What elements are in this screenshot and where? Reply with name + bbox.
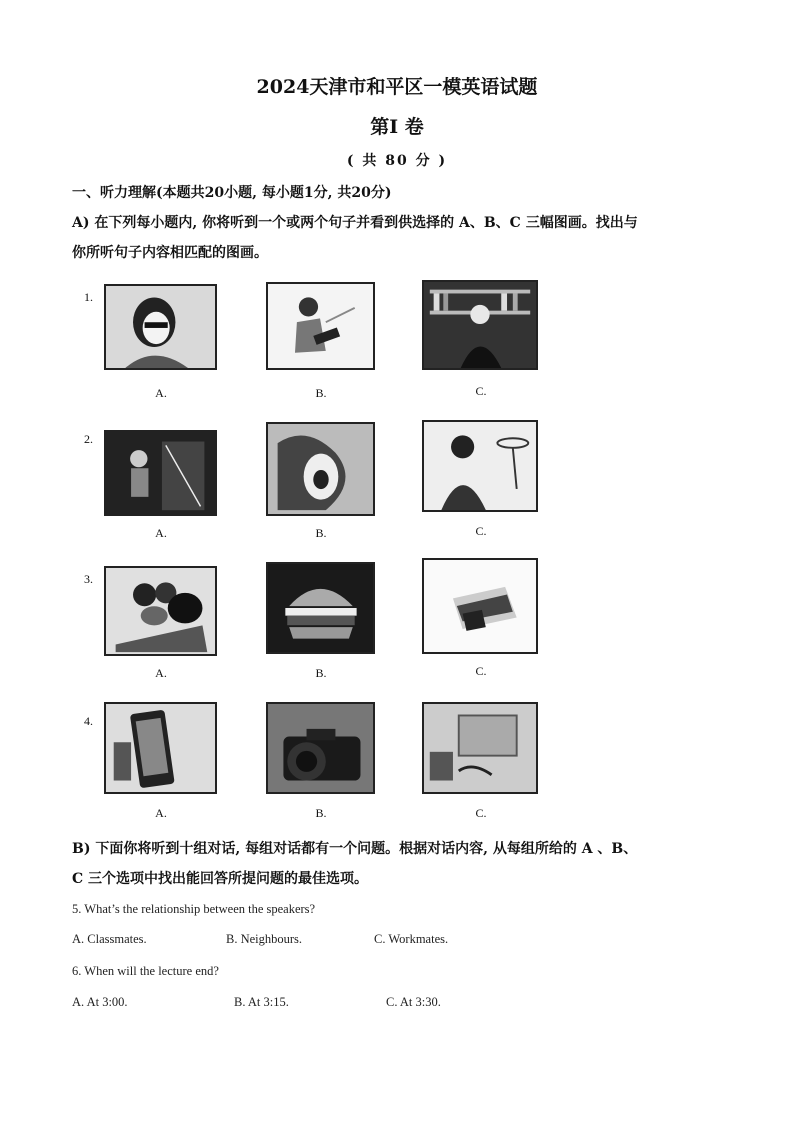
person-guitar-photo[interactable] bbox=[266, 422, 375, 516]
part-a-instruction-line1: A) 在下列每小题内, 你将听到一个或两个句子并看到供选择的 A、B、C 三幅图画。找出与 bbox=[72, 215, 638, 231]
girl-piano-photo[interactable] bbox=[104, 430, 217, 516]
smartphone-photo[interactable] bbox=[104, 702, 217, 794]
question-number: 2. bbox=[84, 432, 93, 446]
laptop-photo[interactable] bbox=[422, 702, 538, 794]
option-label-b: B. bbox=[315, 386, 327, 400]
option-label-c: C. bbox=[475, 806, 487, 820]
question-number: 4. bbox=[84, 714, 93, 728]
question-6-option-a[interactable]: A. At 3:00. bbox=[72, 995, 128, 1009]
question-6-option-b[interactable]: B. At 3:15. bbox=[234, 995, 289, 1009]
question-number: 1. bbox=[84, 290, 93, 304]
part-a-instruction-line2: 你所听句子内容相匹配的图画。 bbox=[72, 245, 268, 261]
exam-title: 2024天津市和平区一模英语试题 bbox=[256, 76, 538, 98]
total-score: ( 共 80 分 ) bbox=[346, 153, 448, 169]
part-b-instruction-line2: C 三个选项中找出能回答所提问题的最佳选项。 bbox=[72, 871, 369, 887]
section-heading-listening: 一、听力理解(本题共20小题, 每小题1分, 共20分) bbox=[72, 185, 392, 201]
question-5-option-c[interactable]: C. Workmates. bbox=[374, 932, 449, 946]
option-label-b: B. bbox=[315, 526, 327, 540]
question-6-option-c[interactable]: C. At 3:30. bbox=[386, 995, 441, 1009]
hamburger-photo[interactable] bbox=[266, 562, 375, 654]
question-number: 3. bbox=[84, 572, 93, 586]
option-label-a: A. bbox=[155, 386, 167, 400]
woman-reading-photo[interactable] bbox=[266, 282, 375, 370]
option-label-c: C. bbox=[475, 384, 487, 398]
volume-label: 第I 卷 bbox=[370, 116, 424, 138]
part-b-instruction-line1: B) 下面你将听到十组对话, 每组对话都有一个问题。根据对话内容, 从每组所给的 A 、B、 bbox=[72, 841, 638, 857]
option-label-b: B. bbox=[315, 666, 327, 680]
question-6-text: 6. When will the lecture end? bbox=[72, 964, 219, 978]
woman-bookshelf-photo[interactable] bbox=[422, 280, 538, 370]
sandwich-photo[interactable] bbox=[422, 558, 538, 654]
camera-photo[interactable] bbox=[266, 702, 375, 794]
question-5-option-b[interactable]: B. Neighbours. bbox=[226, 932, 303, 946]
option-label-a: A. bbox=[155, 526, 167, 540]
option-label-b: B. bbox=[315, 806, 327, 820]
boy-basketball-photo[interactable] bbox=[422, 420, 538, 512]
fruit-photo[interactable] bbox=[104, 566, 217, 656]
option-label-a: A. bbox=[155, 806, 167, 820]
option-label-a: A. bbox=[155, 666, 167, 680]
woman-glasses-photo[interactable] bbox=[104, 284, 217, 370]
question-5-option-a[interactable]: A. Classmates. bbox=[72, 932, 147, 946]
option-label-c: C. bbox=[475, 664, 487, 678]
question-5-text: 5. What’s the relationship between the speakers? bbox=[72, 902, 316, 916]
option-label-c: C. bbox=[475, 524, 487, 538]
